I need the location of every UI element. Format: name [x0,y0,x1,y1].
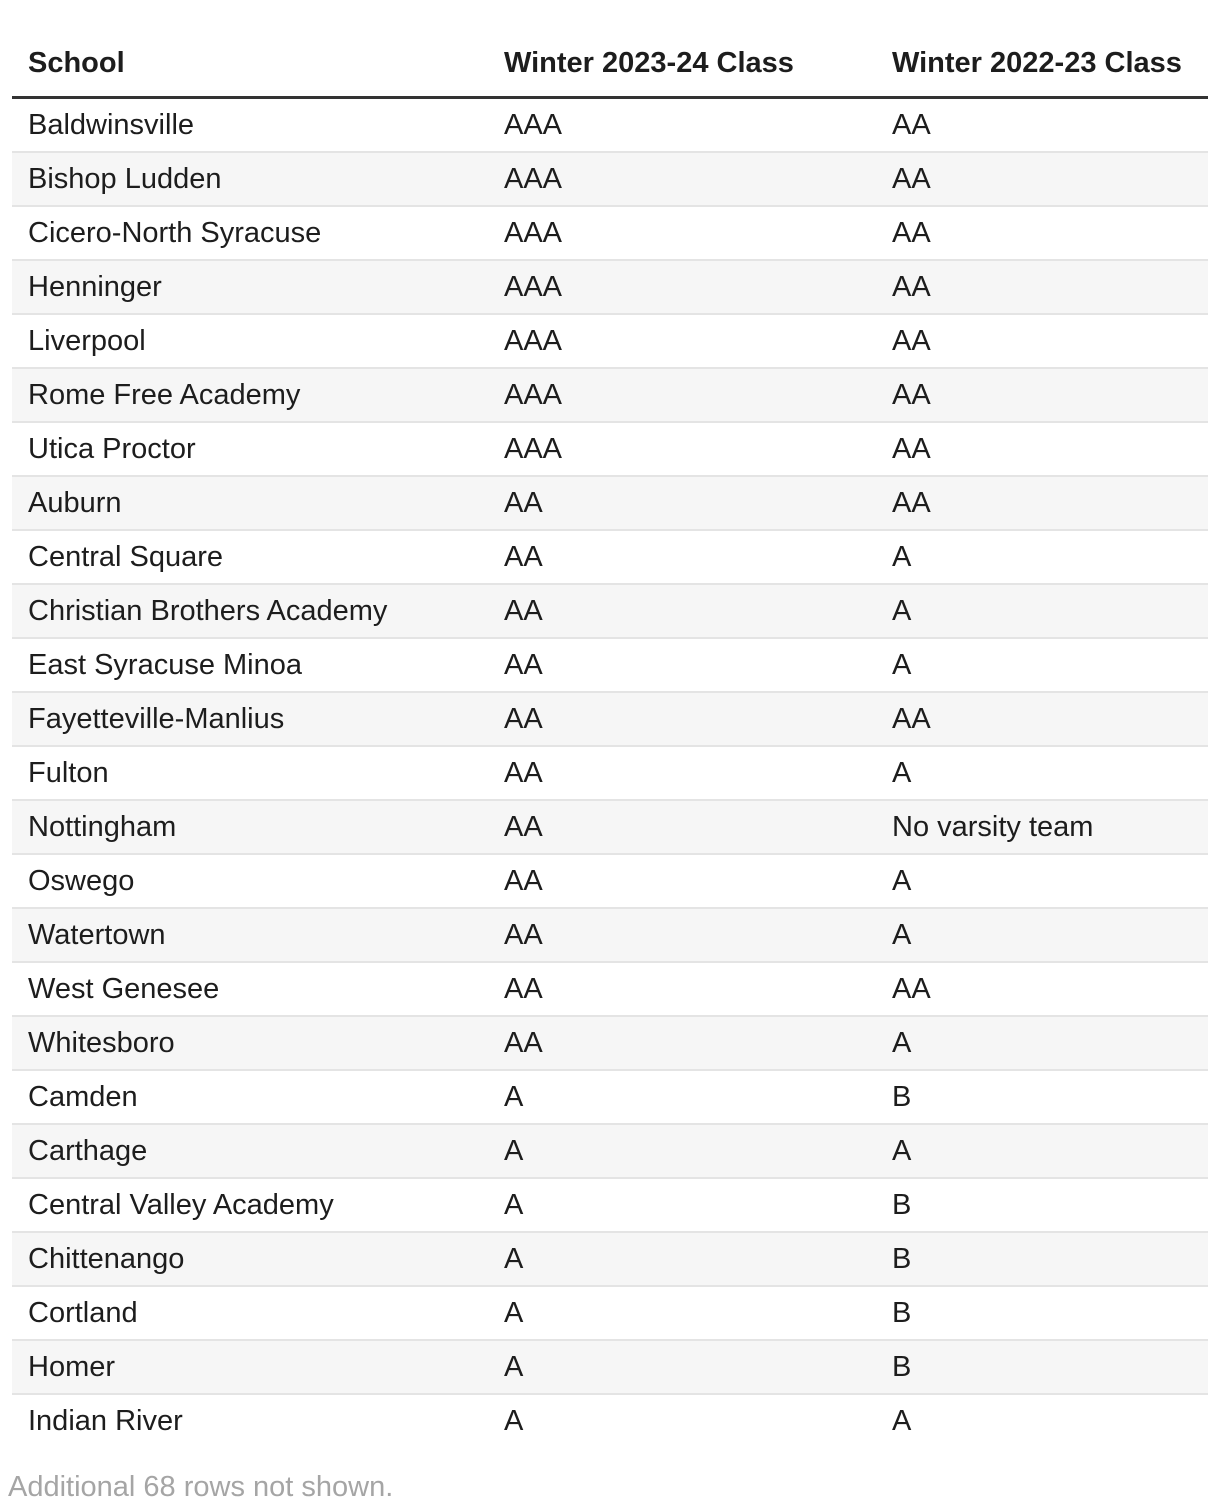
header-row [12,0,1208,98]
winter-2022-23-class-cell: B [892,1296,912,1329]
winter-2022-23-class-cell: B [892,1350,912,1383]
winter-2023-24-class-cell: AA [504,486,543,519]
school-cell: West Genesee [28,972,220,1005]
winter-2023-24-class-cell: AA [504,756,543,789]
winter-2022-23-class-cell: B [892,1188,912,1221]
school-cell: Cortland [28,1296,138,1329]
school-cell: Bishop Ludden [28,162,222,195]
winter-2023-24-class-cell: AA [504,972,543,1005]
table-body [12,98,1208,1448]
school-cell: Utica Proctor [28,432,196,465]
winter-2023-24-class-cell: AA [504,648,543,681]
table-row [12,98,1208,153]
winter-2022-23-class-cell: A [892,864,912,897]
school-cell: Henninger [28,270,162,303]
winter-2022-23-class-cell: AA [892,972,931,1005]
winter-2023-24-class-cell: A [504,1134,524,1167]
winter-2023-24-class-cell: AAA [504,162,563,195]
winter-2023-24-class-cell: AAA [504,324,563,357]
winter-2022-23-class-cell: A [892,594,912,627]
header-winter-2022-23-class: Winter 2022-23 Class [876,0,1208,98]
school-cell: Fulton [28,756,109,789]
table-row [12,908,1208,962]
table-row [12,1016,1208,1070]
winter-2022-23-class-cell: A [892,540,912,573]
winter-2022-23-class-cell: B [892,1080,912,1113]
table-row [12,530,1208,584]
school-cell: Chittenango [28,1242,185,1275]
school-cell: Rome Free Academy [28,378,301,411]
table-row [12,152,1208,206]
winter-2023-24-class-cell: AA [504,918,543,951]
classification-table [12,0,1208,1447]
winter-2022-23-class-cell: A [892,1026,912,1059]
table-row [12,1286,1208,1340]
winter-2023-24-class-cell: A [504,1404,524,1437]
winter-2022-23-class-cell: AA [892,108,931,141]
winter-2023-24-class-cell: A [504,1350,524,1383]
school-cell: Christian Brothers Academy [28,594,388,627]
winter-2023-24-class-cell: A [504,1296,524,1329]
winter-2023-24-class-cell: AAA [504,432,563,465]
winter-2022-23-class-cell: AA [892,378,931,411]
winter-2023-24-class-cell: AAA [504,108,563,141]
school-cell: Watertown [28,918,166,951]
table-row [12,1070,1208,1124]
table-row [12,1124,1208,1178]
winter-2023-24-class-cell: A [504,1242,524,1275]
table-row [12,422,1208,476]
school-cell: Whitesboro [28,1026,175,1059]
school-cell: Central Valley Academy [28,1188,334,1221]
table-row [12,368,1208,422]
winter-2023-24-class-cell: AA [504,540,543,573]
school-cell: Indian River [28,1404,183,1437]
table-row [12,800,1208,854]
school-cell: Central Square [28,540,224,573]
winter-2022-23-class-cell: A [892,918,912,951]
winter-2022-23-class-cell: No varsity team [892,810,1094,843]
table-row [12,1340,1208,1394]
school-cell: Nottingham [28,810,177,843]
winter-2022-23-class-cell: AA [892,270,931,303]
table-header [12,0,1208,98]
school-cell: Baldwinsville [28,108,195,141]
winter-2022-23-class-cell: A [892,1134,912,1167]
table-row [12,1178,1208,1232]
table-row [12,584,1208,638]
winter-2022-23-class-cell: AA [892,486,931,519]
winter-2023-24-class-cell: AA [504,594,543,627]
winter-2022-23-class-cell: A [892,648,912,681]
table-row [12,638,1208,692]
school-cell: Carthage [28,1134,148,1167]
winter-2023-24-class-cell: AA [504,864,543,897]
table-row [12,206,1208,260]
table-row [12,1394,1208,1447]
winter-2022-23-class-cell: AA [892,162,931,195]
winter-2023-24-class-cell: AA [504,1026,543,1059]
school-cell: Auburn [28,486,122,519]
school-cell: Liverpool [28,324,146,357]
winter-2022-23-class-cell: A [892,1404,912,1437]
winter-2023-24-class-cell: AAA [504,216,563,249]
winter-2023-24-class-cell: A [504,1188,524,1221]
winter-2023-24-class-cell: A [504,1080,524,1113]
table-row [12,962,1208,1016]
school-cell: Homer [28,1350,116,1383]
winter-2022-23-class-cell: AA [892,702,931,735]
winter-2022-23-class-cell: AA [892,216,931,249]
winter-2022-23-class-cell: AA [892,324,931,357]
table-row [12,476,1208,530]
school-cell: Camden [28,1080,138,1113]
winter-2022-23-class-cell: AA [892,432,931,465]
table-row [12,314,1208,368]
footer-note: Additional 68 rows not shown. [8,1471,394,1503]
winter-2023-24-class-cell: AAA [504,270,563,303]
school-cell: Cicero-North Syracuse [28,216,322,249]
school-cell: Oswego [28,864,135,897]
table-row [12,692,1208,746]
table-row [12,854,1208,908]
table-row [12,746,1208,800]
header-school: School [12,0,488,98]
header-winter-2023-24-class: Winter 2023-24 Class [488,0,876,98]
table-row [12,260,1208,314]
winter-2023-24-class-cell: AAA [504,378,563,411]
school-cell: Fayetteville-Manlius [28,702,285,735]
winter-2022-23-class-cell: A [892,756,912,789]
winter-2023-24-class-cell: AA [504,702,543,735]
school-cell: East Syracuse Minoa [28,648,303,681]
winter-2022-23-class-cell: B [892,1242,912,1275]
table-row [12,1232,1208,1286]
winter-2023-24-class-cell: AA [504,810,543,843]
